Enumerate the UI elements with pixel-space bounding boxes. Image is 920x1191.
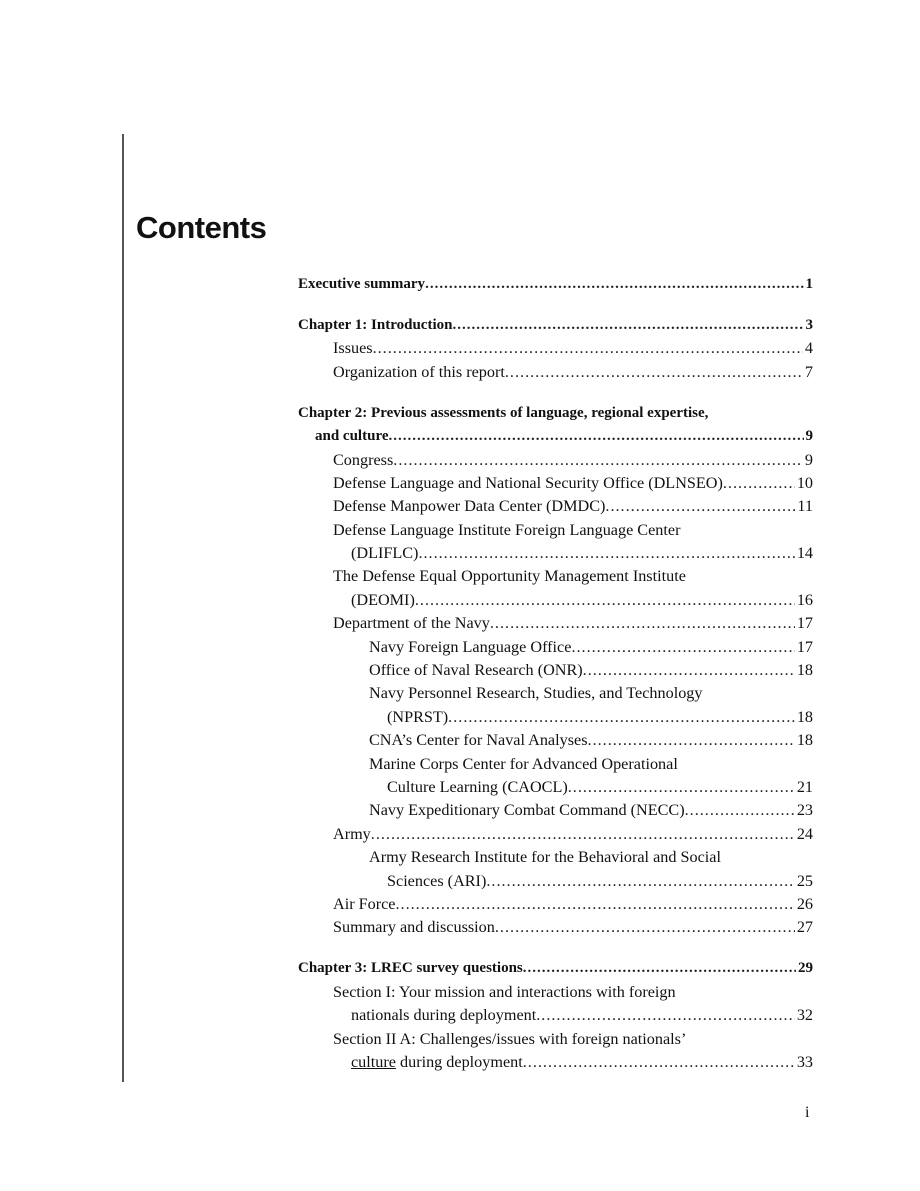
dot-leader xyxy=(588,729,795,752)
toc-entry-dliflc[interactable] xyxy=(298,519,813,542)
toc-entry-navy-language-office[interactable] xyxy=(298,636,813,659)
page-title: Contents xyxy=(136,210,267,245)
toc-entry-caocl-cont[interactable] xyxy=(298,776,813,799)
toc-entry-chapter-3[interactable] xyxy=(298,957,813,980)
toc-entry-issues[interactable] xyxy=(298,337,813,360)
dot-leader xyxy=(568,776,795,799)
page-number: i xyxy=(805,1104,810,1121)
toc-entry-page: 4 xyxy=(804,339,813,358)
toc-entry-label: Navy Expeditionary Combat Command (NECC) xyxy=(369,801,685,820)
toc-entry-label: Defense Language Institute Foreign Language Center xyxy=(333,520,681,539)
toc-entry-label: Department of the Navy xyxy=(333,614,490,633)
toc-entry-page: 18 xyxy=(796,661,813,680)
toc-entry-label: Office of Naval Research (ONR) xyxy=(369,661,583,680)
toc-entry-label: Chapter 2: Previous assessments of language, regional expertise, xyxy=(298,404,709,421)
toc-entry-label: (DLIFLC) xyxy=(351,544,419,563)
dot-leader xyxy=(490,612,795,635)
toc-entry-page: 1 xyxy=(805,276,813,292)
toc-entry-page: 7 xyxy=(804,362,813,381)
toc-entry-page: 33 xyxy=(796,1052,813,1071)
toc-entry-chapter-2-cont[interactable] xyxy=(298,425,813,448)
toc-entry-organization[interactable] xyxy=(298,361,813,384)
table-of-contents xyxy=(298,273,813,1074)
toc-entry-label: Executive summary xyxy=(298,276,426,292)
toc-entry-label: culture during deployment xyxy=(351,1052,523,1071)
toc-entry-label: The Defense Equal Opportunity Management Institute xyxy=(333,567,686,586)
toc-entry-page: 23 xyxy=(796,801,813,820)
toc-entry-section-1-cont[interactable] xyxy=(298,1004,813,1027)
toc-entry-label: Culture Learning (CAOCL) xyxy=(387,778,568,796)
toc-entry-necc[interactable] xyxy=(298,799,813,822)
toc-entry-label: and culture xyxy=(315,428,389,445)
dot-leader xyxy=(523,1051,795,1074)
toc-entry-dlnseo[interactable] xyxy=(298,472,813,495)
toc-entry-page: 27 xyxy=(796,918,813,937)
dot-leader xyxy=(425,273,803,296)
toc-entry-deomi[interactable] xyxy=(298,565,813,588)
toc-entry-label: Navy Personnel Research, Studies, and Technology xyxy=(369,684,703,703)
toc-entry-label: Marine Corps Center for Advanced Operational xyxy=(369,754,678,773)
toc-entry-label: Navy Foreign Language Office xyxy=(369,637,572,656)
toc-entry-page: 16 xyxy=(796,590,813,609)
toc-entry-nprst[interactable] xyxy=(298,682,813,705)
toc-entry-section-2a-cont[interactable] xyxy=(298,1051,813,1074)
dot-leader xyxy=(395,893,794,916)
underlined-word: culture xyxy=(351,1052,396,1071)
dot-leader xyxy=(388,425,803,448)
dot-leader xyxy=(418,542,794,565)
dot-leader xyxy=(523,957,796,980)
toc-entry-label: Section I: Your mission and interactions with foreign xyxy=(333,982,676,1001)
toc-entry-navy-department[interactable] xyxy=(298,612,813,635)
toc-entry-label: Congress xyxy=(333,450,394,469)
toc-entry-label: nationals during deployment xyxy=(351,1006,537,1025)
toc-entry-section-1[interactable] xyxy=(298,981,813,1004)
dot-leader xyxy=(495,916,795,939)
toc-entry-label: Organization of this report xyxy=(333,362,505,381)
toc-entry-label: Issues xyxy=(333,339,373,358)
toc-entry-page: 14 xyxy=(796,544,813,563)
toc-entry-cna[interactable] xyxy=(298,729,813,752)
toc-entry-page: 25 xyxy=(796,871,813,890)
toc-entry-page: 18 xyxy=(796,707,813,726)
dot-leader xyxy=(452,314,803,337)
toc-entry-section-2a[interactable] xyxy=(298,1028,813,1051)
toc-entry-label: (DEOMI) xyxy=(351,590,415,609)
dot-leader xyxy=(415,589,795,612)
dot-leader xyxy=(486,870,794,893)
toc-entry-label: Army xyxy=(333,824,371,843)
toc-entry-page: 24 xyxy=(796,824,813,843)
toc-entry-page: 9 xyxy=(805,428,813,445)
toc-entry-label: Summary and discussion xyxy=(333,918,495,937)
toc-entry-page: 18 xyxy=(796,731,813,750)
toc-entry-ari-cont[interactable] xyxy=(298,870,813,893)
toc-entry-label: Air Force xyxy=(333,894,396,913)
toc-entry-label: Chapter 1: Introduction xyxy=(298,316,453,333)
toc-entry-label: Defense Manpower Data Center (DMDC) xyxy=(333,497,606,516)
toc-entry-dmdc[interactable] xyxy=(298,495,813,518)
toc-entry-chapter-1[interactable] xyxy=(298,314,813,337)
toc-entry-label: CNA’s Center for Naval Analyses xyxy=(369,731,588,750)
toc-entry-summary-discussion[interactable] xyxy=(298,916,813,939)
toc-entry-label: Chapter 3: LREC survey questions xyxy=(298,960,523,977)
dot-leader xyxy=(536,1004,795,1027)
toc-entry-nprst-cont[interactable] xyxy=(298,706,813,729)
dot-leader xyxy=(448,706,795,729)
toc-entry-executive-summary[interactable] xyxy=(298,273,813,296)
toc-entry-army[interactable] xyxy=(298,823,813,846)
toc-entry-caocl[interactable] xyxy=(298,753,813,776)
toc-entry-page: 10 xyxy=(796,473,813,492)
toc-entry-page: 3 xyxy=(805,316,813,333)
toc-entry-onr[interactable] xyxy=(298,659,813,682)
toc-entry-label: Defense Language and National Security Office (DLNSEO) xyxy=(333,473,723,492)
dot-leader xyxy=(373,337,803,360)
toc-entry-label: (NPRST) xyxy=(387,707,449,726)
dot-leader xyxy=(371,823,795,846)
toc-entry-deomi-cont[interactable] xyxy=(298,589,813,612)
toc-entry-congress[interactable] xyxy=(298,449,813,472)
toc-entry-air-force[interactable] xyxy=(298,893,813,916)
dot-leader xyxy=(605,495,795,518)
toc-entry-page: 32 xyxy=(796,1006,813,1025)
dot-leader xyxy=(583,659,795,682)
toc-entry-page: 17 xyxy=(796,637,813,656)
toc-entry-page: 26 xyxy=(796,894,813,913)
toc-entry-chapter-2[interactable] xyxy=(298,402,813,425)
dot-leader xyxy=(505,361,803,384)
toc-entry-page: 29 xyxy=(798,960,813,977)
dot-leader xyxy=(571,636,794,659)
toc-entry-label: Section II A: Challenges/issues with foreign nationals’ xyxy=(333,1029,687,1048)
dot-leader xyxy=(723,472,795,495)
toc-entry-page: 11 xyxy=(797,497,813,516)
toc-entry-dliflc-cont[interactable] xyxy=(298,542,813,565)
toc-entry-label: Army Research Institute for the Behavioral and Social xyxy=(369,848,721,867)
toc-entry-page: 17 xyxy=(796,614,813,633)
toc-entry-label: Sciences (ARI) xyxy=(387,871,487,890)
dot-leader xyxy=(393,449,803,472)
dot-leader xyxy=(685,799,795,822)
toc-entry-ari[interactable] xyxy=(298,846,813,869)
margin-rule xyxy=(122,134,124,1082)
toc-entry-page: 9 xyxy=(804,450,813,469)
toc-entry-page: 21 xyxy=(796,778,813,796)
